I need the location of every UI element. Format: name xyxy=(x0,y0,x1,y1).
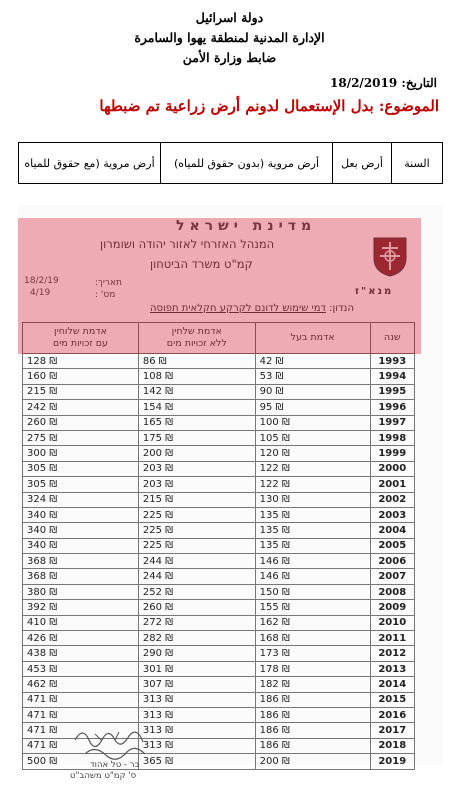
dry-land-cell: 135 ₪ xyxy=(255,538,370,553)
table-row xyxy=(23,615,415,630)
header-irrigated-with-water-rights: أرض مروية (مع حقوق للمياه xyxy=(19,143,161,184)
table-row xyxy=(23,507,415,522)
dry-land-cell: 130 ₪ xyxy=(255,492,370,507)
officer-title: ضابط وزارة الأمن xyxy=(182,50,277,65)
rights-cell: 410 ₪ xyxy=(23,615,139,630)
table-row xyxy=(23,430,415,445)
no-rights-cell: 165 ₪ xyxy=(138,415,255,430)
dry-land-cell: 178 ₪ xyxy=(255,661,370,676)
rights-cell: 380 ₪ xyxy=(23,584,139,599)
no-rights-cell: 203 ₪ xyxy=(138,461,255,476)
rights-cell: 305 ₪ xyxy=(23,461,139,476)
no-rights-cell: 108 ₪ xyxy=(138,369,255,384)
dry-land-cell: 146 ₪ xyxy=(255,554,370,569)
header-year: السنة xyxy=(392,143,443,184)
no-rights-cell: 244 ₪ xyxy=(138,554,255,569)
no-rights-cell: 215 ₪ xyxy=(138,492,255,507)
year-cell: 2006 xyxy=(370,554,414,569)
hebrew-date-value: 18/2/19 xyxy=(24,276,59,286)
dry-land-cell: 146 ₪ xyxy=(255,569,370,584)
arabic-letterhead xyxy=(0,8,459,68)
document-date: التاريخ: 18/2/2019 xyxy=(330,76,437,90)
table-row xyxy=(23,584,415,599)
rights-cell: 215 ₪ xyxy=(23,384,139,399)
dry-land-cell: 186 ₪ xyxy=(255,692,370,707)
rights-cell: 438 ₪ xyxy=(23,646,139,661)
rights-cell: 471 ₪ xyxy=(23,723,139,738)
signatory-title: ס' קמ"ט משהב"ט xyxy=(70,771,137,781)
no-rights-cell: 290 ₪ xyxy=(138,646,255,661)
no-rights-cell: 365 ₪ xyxy=(138,754,255,769)
table-row xyxy=(23,477,415,492)
table-row xyxy=(23,538,415,553)
dry-land-cell: 100 ₪ xyxy=(255,415,370,430)
table-row xyxy=(23,631,415,646)
rights-cell: 260 ₪ xyxy=(23,415,139,430)
year-cell: 2018 xyxy=(370,738,414,753)
rights-cell: 300 ₪ xyxy=(23,446,139,461)
hebrew-number-value: 4/19 xyxy=(30,288,51,298)
dry-land-cell: 42 ₪ xyxy=(255,354,370,369)
table-row xyxy=(23,400,415,415)
rights-cell: 471 ₪ xyxy=(23,707,139,722)
year-cell: 2014 xyxy=(370,677,414,692)
state-name: دولة اسرائيل xyxy=(195,10,264,25)
no-rights-cell: 86 ₪ xyxy=(138,354,255,369)
rights-cell: 340 ₪ xyxy=(23,523,139,538)
arabic-header-row xyxy=(19,143,443,184)
hebrew-officer-title: קמ"ט משרד הביטחון xyxy=(150,257,253,271)
year-cell: 2003 xyxy=(370,507,414,522)
dry-land-cell: 186 ₪ xyxy=(255,738,370,753)
table-row xyxy=(23,692,415,707)
year-cell: 2016 xyxy=(370,707,414,722)
col-no-rights-header-line1: אדמת שלחין xyxy=(171,326,222,337)
year-cell: 2002 xyxy=(370,492,414,507)
civil-admin-name: الإدارة المدنية لمنطقة يهوا والسامرة xyxy=(134,30,325,45)
no-rights-cell: 200 ₪ xyxy=(138,446,255,461)
year-cell: 1993 xyxy=(370,354,414,369)
usage-fee-table xyxy=(22,322,415,770)
table-row xyxy=(23,369,415,384)
year-cell: 1999 xyxy=(370,446,414,461)
table-row xyxy=(23,554,415,569)
no-rights-cell: 252 ₪ xyxy=(138,584,255,599)
rights-cell: 471 ₪ xyxy=(23,738,139,753)
no-rights-cell: 225 ₪ xyxy=(138,538,255,553)
hebrew-date-label: תאריך: xyxy=(95,278,122,288)
dry-land-cell: 155 ₪ xyxy=(255,600,370,615)
year-cell: 1996 xyxy=(370,400,414,415)
year-cell: 2019 xyxy=(370,754,414,769)
year-cell: 2000 xyxy=(370,461,414,476)
dry-land-cell: 186 ₪ xyxy=(255,723,370,738)
year-cell: 2001 xyxy=(370,477,414,492)
col-year-header: שנה xyxy=(370,323,414,354)
usage-fee-table-body xyxy=(23,354,415,770)
rights-cell: 305 ₪ xyxy=(23,477,139,492)
no-rights-cell: 313 ₪ xyxy=(138,738,255,753)
table-row xyxy=(23,415,415,430)
hebrew-subject-text: דמי שימוש לדונם לקרקע חקלאית תפוסה xyxy=(150,303,326,314)
year-cell: 2007 xyxy=(370,569,414,584)
no-rights-cell: 225 ₪ xyxy=(138,507,255,522)
dry-land-cell: 135 ₪ xyxy=(255,507,370,522)
year-cell: 2011 xyxy=(370,631,414,646)
arabic-header-table xyxy=(18,142,443,184)
logo-acronym: מנא"ז xyxy=(355,286,394,297)
table-row xyxy=(23,461,415,476)
table-row xyxy=(23,523,415,538)
rights-cell: 453 ₪ xyxy=(23,661,139,676)
no-rights-cell: 175 ₪ xyxy=(138,430,255,445)
highlight-overlay xyxy=(18,218,421,354)
rights-cell: 471 ₪ xyxy=(23,692,139,707)
no-rights-cell: 154 ₪ xyxy=(138,400,255,415)
rights-cell: 275 ₪ xyxy=(23,430,139,445)
rights-cell: 368 ₪ xyxy=(23,569,139,584)
table-row xyxy=(23,446,415,461)
col-no-rights-header-line2: ללא זכויות מים xyxy=(166,338,227,349)
year-cell: 2010 xyxy=(370,615,414,630)
signatory-name: בר - טל אהוד xyxy=(90,760,140,770)
no-rights-cell: 282 ₪ xyxy=(138,631,255,646)
no-rights-cell: 142 ₪ xyxy=(138,384,255,399)
year-cell: 2008 xyxy=(370,584,414,599)
rights-cell: 128 ₪ xyxy=(23,354,139,369)
no-rights-cell: 225 ₪ xyxy=(138,523,255,538)
dry-land-cell: 105 ₪ xyxy=(255,430,370,445)
document-subject: الموضوع: بدل الإستعمال لدونم أرض زراعية تم ضبطها xyxy=(99,97,439,115)
rights-cell: 500 ₪ xyxy=(23,754,139,769)
year-cell: 2004 xyxy=(370,523,414,538)
rights-cell: 340 ₪ xyxy=(23,507,139,522)
rights-cell: 368 ₪ xyxy=(23,554,139,569)
no-rights-cell: 313 ₪ xyxy=(138,707,255,722)
year-cell: 1995 xyxy=(370,384,414,399)
year-cell: 1994 xyxy=(370,369,414,384)
table-row xyxy=(23,707,415,722)
dry-land-cell: 122 ₪ xyxy=(255,461,370,476)
rights-cell: 340 ₪ xyxy=(23,538,139,553)
dry-land-cell: 120 ₪ xyxy=(255,446,370,461)
table-row xyxy=(23,384,415,399)
no-rights-cell: 244 ₪ xyxy=(138,569,255,584)
rights-cell: 324 ₪ xyxy=(23,492,139,507)
hebrew-civil-admin: המנהל האזרחי לאזור יהודה ושומרון xyxy=(100,237,275,251)
dry-land-cell: 95 ₪ xyxy=(255,400,370,415)
header-irrigated-no-water-rights: أرض مروية (بدون حقوق للمياه) xyxy=(161,143,333,184)
no-rights-cell: 260 ₪ xyxy=(138,600,255,615)
table-row xyxy=(23,600,415,615)
dry-land-cell: 90 ₪ xyxy=(255,384,370,399)
dry-land-cell: 168 ₪ xyxy=(255,631,370,646)
year-cell: 1998 xyxy=(370,430,414,445)
hebrew-number-label: מס' : xyxy=(95,290,116,300)
rights-cell: 160 ₪ xyxy=(23,369,139,384)
table-row xyxy=(23,569,415,584)
col-dry-header: אדמת בעל xyxy=(255,323,370,354)
year-cell: 2015 xyxy=(370,692,414,707)
header-dry-land: أرض بعل xyxy=(333,143,392,184)
col-rights-header-line2: עם זכויות מים xyxy=(52,338,108,349)
no-rights-cell: 313 ₪ xyxy=(138,692,255,707)
year-cell: 2013 xyxy=(370,661,414,676)
dry-land-cell: 135 ₪ xyxy=(255,523,370,538)
year-cell: 2017 xyxy=(370,723,414,738)
year-cell: 2012 xyxy=(370,646,414,661)
no-rights-cell: 272 ₪ xyxy=(138,615,255,630)
year-cell: 1997 xyxy=(370,415,414,430)
year-cell: 2005 xyxy=(370,538,414,553)
dry-land-cell: 186 ₪ xyxy=(255,707,370,722)
dry-land-cell: 122 ₪ xyxy=(255,477,370,492)
year-cell: 2009 xyxy=(370,600,414,615)
hebrew-state-name: מדינת ישראל xyxy=(176,218,317,234)
rights-cell: 462 ₪ xyxy=(23,677,139,692)
no-rights-cell: 301 ₪ xyxy=(138,661,255,676)
dry-land-cell: 200 ₪ xyxy=(255,754,370,769)
table-row xyxy=(23,661,415,676)
dry-land-cell: 150 ₪ xyxy=(255,584,370,599)
table-row xyxy=(23,677,415,692)
dry-land-cell: 173 ₪ xyxy=(255,646,370,661)
no-rights-cell: 313 ₪ xyxy=(138,723,255,738)
col-rights-header-line1: אדמת שלוחין xyxy=(54,326,107,337)
dry-land-cell: 53 ₪ xyxy=(255,369,370,384)
no-rights-cell: 203 ₪ xyxy=(138,477,255,492)
rights-cell: 242 ₪ xyxy=(23,400,139,415)
no-rights-cell: 307 ₪ xyxy=(138,677,255,692)
table-row xyxy=(23,646,415,661)
table-row xyxy=(23,354,415,369)
dry-land-cell: 182 ₪ xyxy=(255,677,370,692)
dry-land-cell: 162 ₪ xyxy=(255,615,370,630)
rights-cell: 392 ₪ xyxy=(23,600,139,615)
hebrew-subject-prefix: הנדון: xyxy=(329,303,354,314)
table-row xyxy=(23,492,415,507)
rights-cell: 426 ₪ xyxy=(23,631,139,646)
